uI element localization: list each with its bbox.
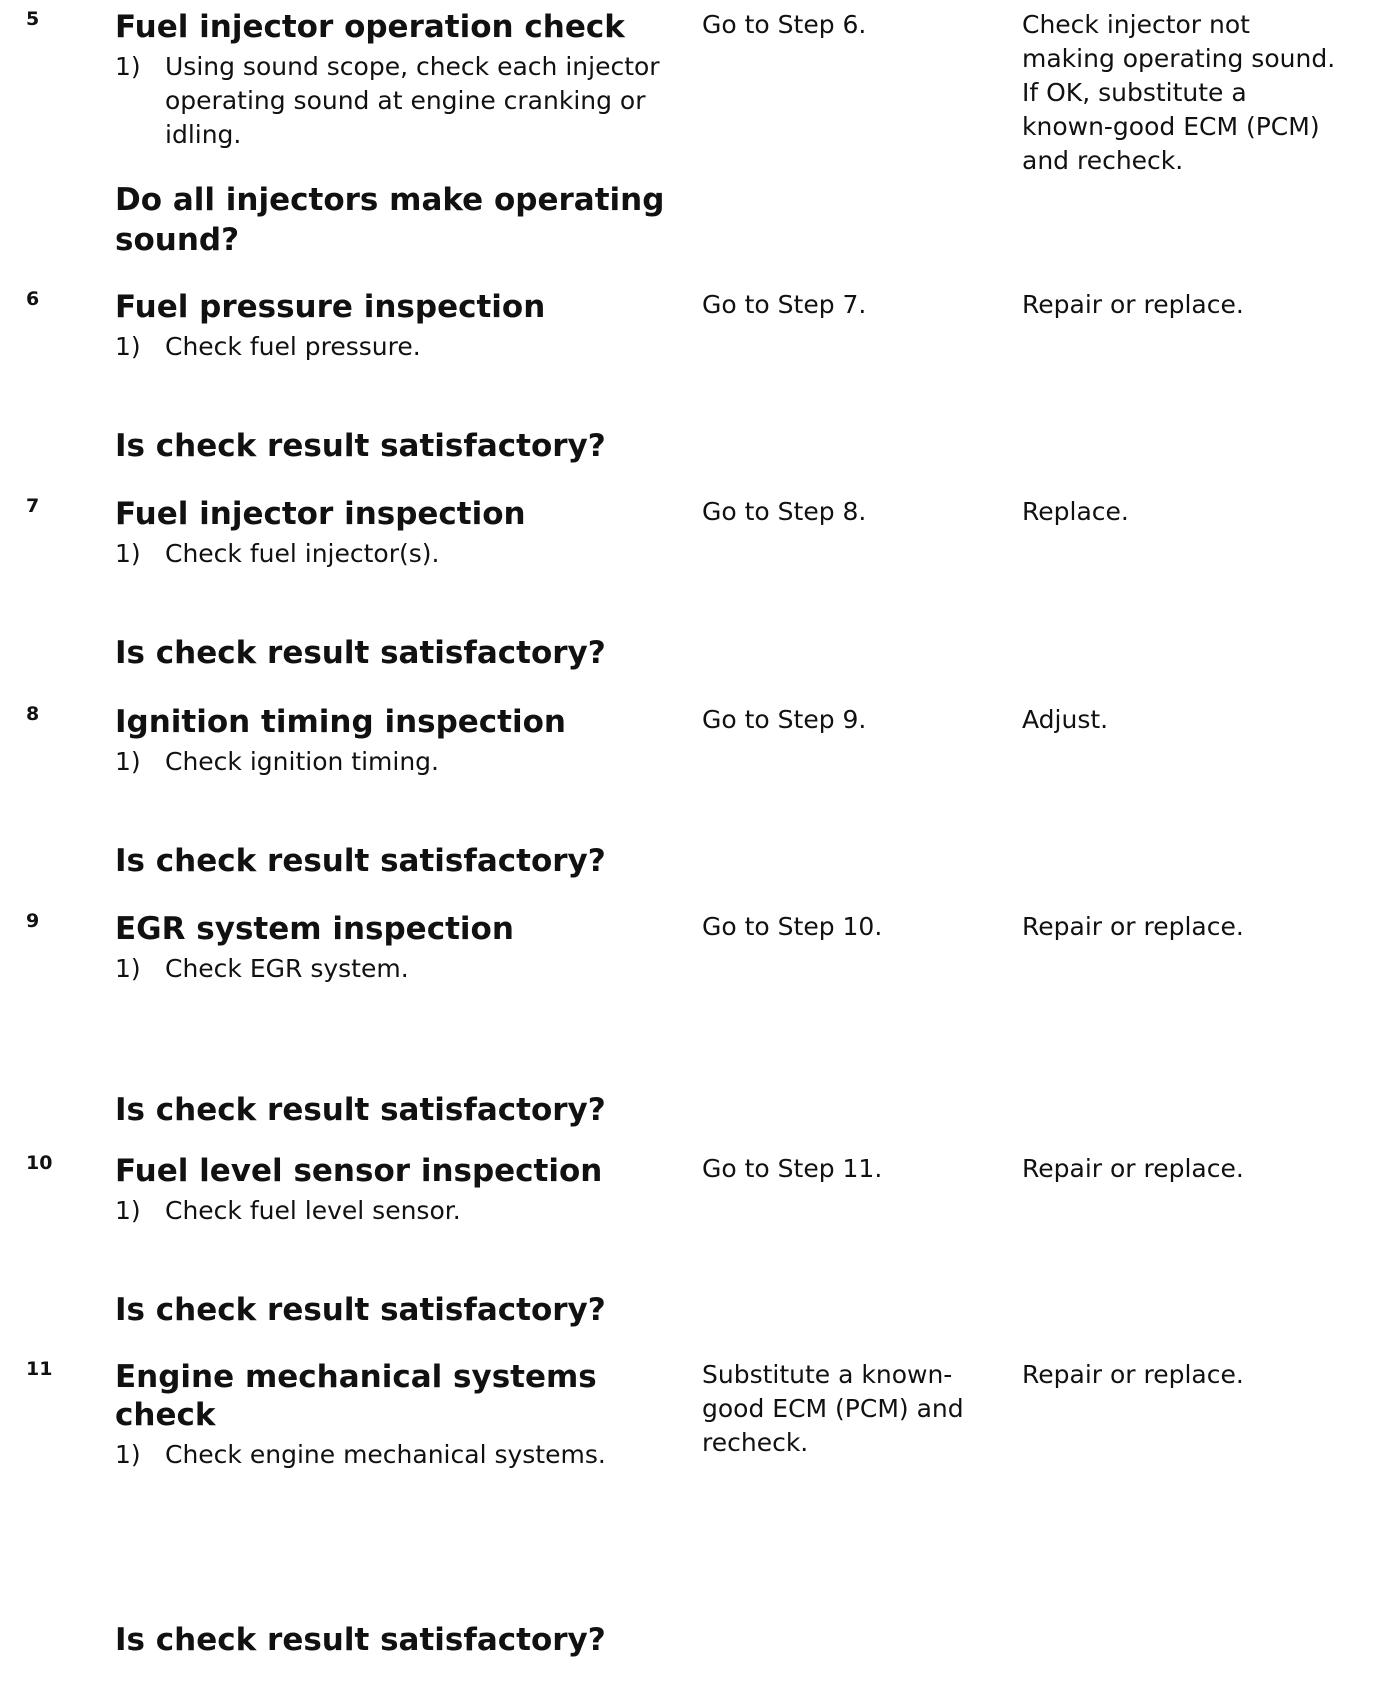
- step-question: Do all injectors make operating sound?: [115, 182, 665, 258]
- step-number: 9: [26, 910, 40, 932]
- step-question: Is check result satisfactory?: [115, 843, 606, 879]
- step-no-result: Repair or replace.: [1022, 1360, 1244, 1389]
- step-title: Ignition timing inspection: [115, 704, 566, 740]
- step-no-result: Adjust.: [1022, 705, 1109, 734]
- step-yes-result: Go to Step 6.: [702, 10, 867, 39]
- step-action: [115, 8, 685, 152]
- step-action: [115, 288, 685, 364]
- substep-number: 1): [115, 332, 141, 361]
- substep-text: Check fuel pressure.: [165, 332, 421, 361]
- substep-number: 1): [115, 539, 141, 568]
- substep: [115, 745, 685, 779]
- step-number: 8: [26, 703, 40, 725]
- step-action: [115, 910, 685, 986]
- step-no-result: Check injector not making operating sound. If OK, substitute a known-good ECM (PCM) and recheck.: [1022, 10, 1336, 175]
- step-no-result: Repair or replace.: [1022, 290, 1244, 319]
- substep: [115, 952, 685, 986]
- substep-number: 1): [115, 1440, 141, 1469]
- step-title: Fuel level sensor inspection: [115, 1153, 603, 1189]
- substep: [115, 537, 685, 571]
- step-no-result: Repair or replace.: [1022, 1154, 1244, 1183]
- step-title: EGR system inspection: [115, 911, 514, 947]
- step-yes-result: Substitute a known-good ECM (PCM) and recheck.: [702, 1360, 964, 1457]
- step-question: Is check result satisfactory?: [115, 635, 606, 671]
- substep: [115, 330, 685, 364]
- substep: [115, 1438, 685, 1472]
- step-number: 10: [26, 1152, 53, 1174]
- substep-text: Check ignition timing.: [165, 747, 439, 776]
- step-title: Fuel pressure inspection: [115, 289, 546, 325]
- step-no-result: Repair or replace.: [1022, 912, 1244, 941]
- step-question: Is check result satisfactory?: [115, 1292, 606, 1328]
- step-action: [115, 703, 685, 779]
- step-question: Is check result satisfactory?: [115, 428, 606, 464]
- step-action: [115, 1152, 685, 1228]
- substep-text: Using sound scope, check each injector operating sound at engine cranking or idling.: [165, 52, 660, 149]
- step-question: Is check result satisfactory?: [115, 1092, 606, 1128]
- substep-number: 1): [115, 747, 141, 776]
- substep-number: 1): [115, 954, 141, 983]
- substep-number: 1): [115, 1196, 141, 1225]
- step-number: 6: [26, 288, 40, 310]
- step-action: [115, 495, 685, 571]
- substep: [115, 50, 685, 152]
- substep-text: Check fuel level sensor.: [165, 1196, 461, 1225]
- step-yes-result: Go to Step 11.: [702, 1154, 883, 1183]
- step-no-result: Replace.: [1022, 497, 1129, 526]
- step-question: Is check result satisfactory?: [115, 1622, 606, 1658]
- step-yes-result: Go to Step 9.: [702, 705, 867, 734]
- step-yes-result: Go to Step 8.: [702, 497, 867, 526]
- step-yes-result: Go to Step 7.: [702, 290, 867, 319]
- step-title: Engine mechanical systems check: [115, 1359, 597, 1433]
- substep-text: Check EGR system.: [165, 954, 409, 983]
- step-yes-result: Go to Step 10.: [702, 912, 883, 941]
- step-action: [115, 1358, 685, 1472]
- substep-text: Check engine mechanical systems.: [165, 1440, 606, 1469]
- step-number: 11: [26, 1358, 53, 1380]
- substep: [115, 1194, 685, 1228]
- step-title: Fuel injector inspection: [115, 496, 526, 532]
- substep-text: Check fuel injector(s).: [165, 539, 440, 568]
- step-title: Fuel injector operation check: [115, 9, 625, 45]
- step-number: 5: [26, 8, 40, 30]
- step-number: 7: [26, 495, 40, 517]
- substep-number: 1): [115, 52, 141, 81]
